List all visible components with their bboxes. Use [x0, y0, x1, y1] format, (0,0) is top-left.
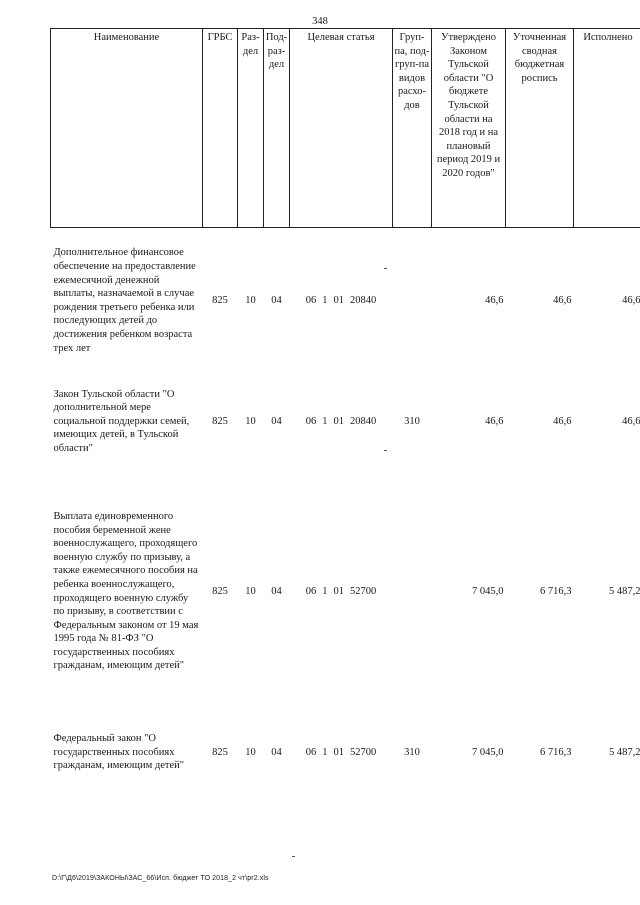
row-name: Закон Тульской области "О дополнительной мере социальной поддержки семей, имеющих детей, в Тульской области"	[53, 388, 190, 454]
row-name: Федеральный закон "О государственных пособиях гражданам, имеющим детей"	[53, 733, 185, 772]
table-row	[51, 228, 640, 374]
target-part: 1	[322, 294, 328, 306]
scan-speck	[292, 856, 295, 857]
row-approved: 7 045,0	[472, 585, 504, 597]
page-number: 348	[312, 16, 328, 27]
row-executed: 5 487,2	[609, 746, 640, 758]
target-part: 01	[333, 294, 344, 306]
row-grbs: 825	[212, 415, 228, 427]
row-name: Выплата единовременного пособия беременной жене военнослужащего, проходящего военную службу по призыву, а также ежемесячного пособия на ребенка военнослужащего, проходящего военную службу по призыву, в соответствии с Федеральным законом от 19 мая 1995 года № 81-ФЗ "О государственных пособиях гражданам, имеющим детей"	[53, 510, 199, 672]
header-grbs: ГРБС	[203, 29, 238, 228]
row-group: 310	[404, 415, 420, 427]
target-part: 06	[305, 585, 317, 597]
row-target	[290, 228, 393, 374]
row-executed: 46,6	[622, 294, 640, 306]
row-razdel: 10	[245, 746, 256, 758]
target-part: 52700	[350, 746, 377, 758]
row-executed: 46,6	[622, 415, 640, 427]
target-part: 1	[322, 585, 328, 597]
budget-table	[50, 28, 640, 792]
row-name: Дополнительное финансовое обеспечение на предоставление ежемесячной денежной выплаты, назначаемой в случае рождения третьего ребенка или последующих детей до достижения ребенком возраста трех лет	[53, 247, 196, 354]
row-approved: 46,6	[485, 415, 504, 427]
header-refined: Уточненная сводная бюджетная роспись	[506, 29, 574, 228]
row-refined: 6 716,3	[540, 746, 572, 758]
row-podrazdel: 04	[271, 746, 282, 758]
row-group: 310	[404, 746, 420, 758]
header-target: Целевая статья	[290, 29, 393, 228]
target-part: 20840	[350, 415, 377, 427]
row-grbs: 825	[212, 585, 228, 597]
row-approved: 7 045,0	[472, 746, 504, 758]
row-podrazdel: 04	[271, 294, 282, 306]
header-razdel: Раз-дел	[238, 29, 264, 228]
table-row	[51, 374, 640, 470]
table-row	[51, 714, 640, 792]
row-razdel: 10	[245, 585, 256, 597]
row-target	[290, 470, 393, 714]
row-target	[290, 374, 393, 470]
target-part: 01	[333, 746, 344, 758]
header-group: Груп-па, под-груп-па видов расхо-дов	[393, 29, 432, 228]
row-grbs: 825	[212, 746, 228, 758]
header-approved: Утверждено Законом Тульской области "О бюджете Тульской области на 2018 год и на плановый период 2019 и 2020 годов"	[432, 29, 506, 228]
target-part: 01	[333, 415, 344, 427]
header-podrazdel: Под-раз-дел	[264, 29, 290, 228]
row-executed: 5 487,2	[609, 585, 640, 597]
target-part: 1	[322, 746, 328, 758]
target-part: 1	[322, 415, 328, 427]
row-approved: 46,6	[485, 294, 504, 306]
row-grbs: 825	[212, 294, 228, 306]
table-row	[51, 470, 640, 714]
scan-speck	[384, 450, 387, 451]
file-path-footer: D:\Г\Д6\2019\ЗАКОНЫ\ЗАС_66\Исп. бюджет ТО 2018_2 чт\pr2.xls	[52, 875, 269, 882]
header-name: Наименование	[51, 29, 203, 228]
target-part: 01	[333, 585, 344, 597]
target-part: 06	[305, 415, 317, 427]
row-refined: 6 716,3	[540, 585, 572, 597]
row-refined: 46,6	[553, 294, 572, 306]
row-podrazdel: 04	[271, 415, 282, 427]
row-refined: 46,6	[553, 415, 572, 427]
row-razdel: 10	[245, 415, 256, 427]
target-part: 52700	[350, 585, 377, 597]
header-executed: Исполнено	[574, 29, 640, 228]
target-part: 20840	[350, 294, 377, 306]
row-razdel: 10	[245, 294, 256, 306]
scan-speck	[384, 268, 387, 269]
target-part: 06	[305, 294, 317, 306]
row-podrazdel: 04	[271, 585, 282, 597]
row-group	[393, 470, 432, 714]
row-group	[393, 228, 432, 374]
target-part: 06	[305, 746, 317, 758]
table-header-row	[51, 29, 640, 228]
row-target	[290, 714, 393, 792]
